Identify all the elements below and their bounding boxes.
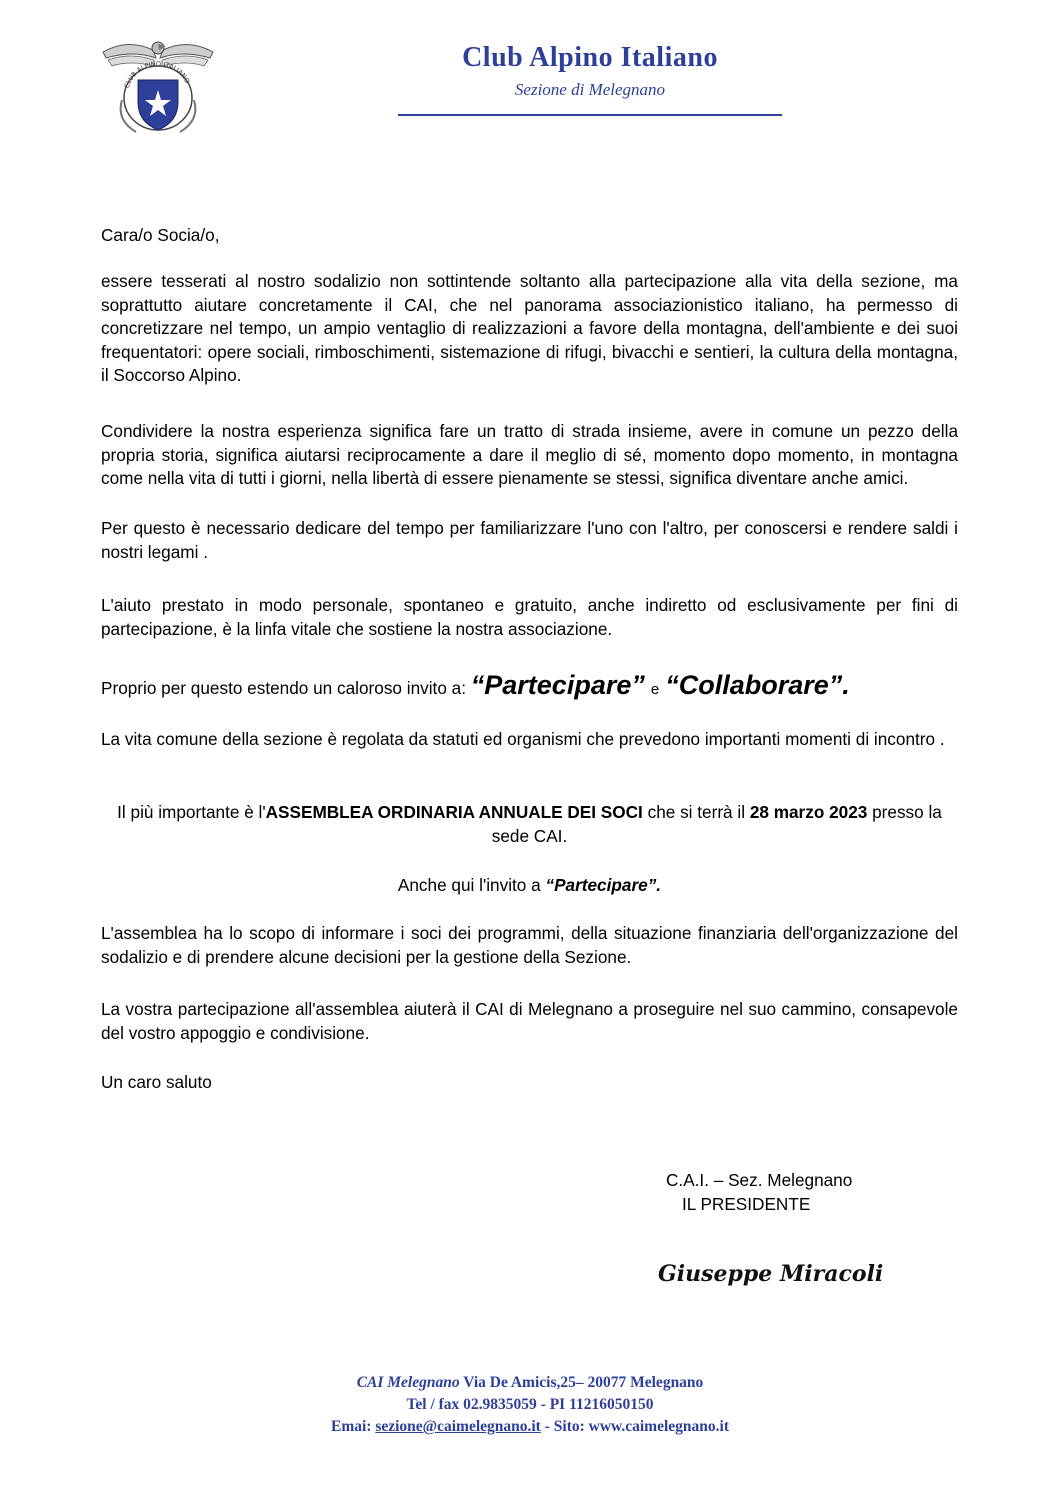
assembly-post: presso la sede CAI. [491,802,942,846]
footer-email-link[interactable]: sezione@caimelegnano.it [375,1418,541,1435]
invite-text: Proprio per questo estendo un caloroso invito a: [101,678,471,698]
paragraph-assembly [101,801,958,848]
signature-role: IL PRESIDENTE [682,1194,811,1214]
footer-org: CAI Melegnano [356,1374,460,1391]
paragraph-6: La vita comune della sezione è regolata da statuti ed organismi che prevedono importanti momenti di incontro . [101,729,945,749]
footer-contacts [230,1416,830,1438]
footer-phone: Tel / fax 02.9835059 - PI 11216050150 [406,1396,654,1413]
assembly-name: ASSEMBLEA ORDINARIA ANNUALE DEI SOCI [265,802,643,822]
paragraph-1: essere tesserati al nostro sodalizio non sottintende soltanto alla partecipazione alla vita della sezione, ma soprattutto aiutare concretamente il CAI, che nel panorama associazionistico italiano, ha permesso di concretizzare nel tempo, un ampio ventaglio di realizzazioni a favore della montagna, dell'ambiente e dei suoi frequentatori: opere sociali, rimboschimenti, sistemazione di rifugi, bivacchi e sentieri, la cultura della montagna, il Soccorso Alpino. [101,271,958,385]
closing: Un caro saluto [101,1072,212,1092]
paragraph-10: La vostra partecipazione all'assemblea aiuterà il CAI di Melegnano a proseguire nel suo cammino, consapevole del vostro appoggio e condivisione. [101,999,958,1043]
assembly-date: 28 marzo 2023 [749,802,868,822]
invite-collaborare: “Collaborare”. [665,670,850,700]
paragraph-invite [101,668,958,707]
footer [230,1372,830,1438]
header-title: Club Alpino Italiano [462,42,718,73]
svg-text:CLUB ALPINO ITALIANO: CLUB ALPINO ITALIANO [122,59,192,90]
svg-text:Giuseppe Miracoli: Giuseppe Miracoli [658,1261,884,1287]
cai-eagle-logo [98,30,218,140]
footer-addr: Via De Amicis,25– 20077 Melegnano [459,1374,704,1391]
paragraph-4: L'aiuto prestato in modo personale, spontaneo e gratuito, anche indiretto od esclusivamente per fini di partecipazione, è la linfa vitale che sostiene la nostra associazione. [101,595,958,639]
invite-and: e [650,681,660,698]
invite-again-em: “Partecipare”. [545,875,662,895]
invite-again-pre: Anche qui l'invito a [397,875,546,895]
footer-site-link[interactable]: Sito: www.caimelegnano.it [553,1418,729,1435]
signature-block [666,1168,852,1216]
paragraph-9: L'assemblea ha lo scopo di informare i soci dei programmi, della situazione finanziaria dell'organizzazione del sodalizio e di prendere alcune decisioni per la gestione della Sezione. [101,923,958,967]
header-divider [398,114,782,116]
paragraph-2: Condividere la nostra esperienza significa fare un tratto di strada insieme, avere in comune un pezzo della propria storia, significa aiutarsi reciprocamente a dare il meglio di sé, momento dopo momento, in montagna come nella vita di tutti i giorni, nella libertà di essere pienamente se stessi, significa diventare anche amici. [101,421,958,488]
signature-org: C.A.I. – Sez. Melegnano [666,1170,853,1190]
footer-sep: - [540,1418,554,1435]
handwritten-signature [656,1255,884,1289]
invite-partecipare: “Partecipare” [470,670,645,700]
paragraph-3: Per questo è necessario dedicare del tempo per familiarizzare l'uno con l'altro, per conoscersi e rendere saldi i nostri legami . [101,518,958,562]
footer-address [230,1372,830,1394]
assembly-pre: Il più importante è l' [117,802,266,822]
header-subtitle: Sezione di Melegnano [514,80,666,99]
assembly-mid: che si terrà il [642,802,750,822]
salutation: Cara/o Socia/o, [101,225,220,245]
paragraph-invite-again [101,874,958,898]
footer-email-label: Emai: [330,1418,376,1435]
